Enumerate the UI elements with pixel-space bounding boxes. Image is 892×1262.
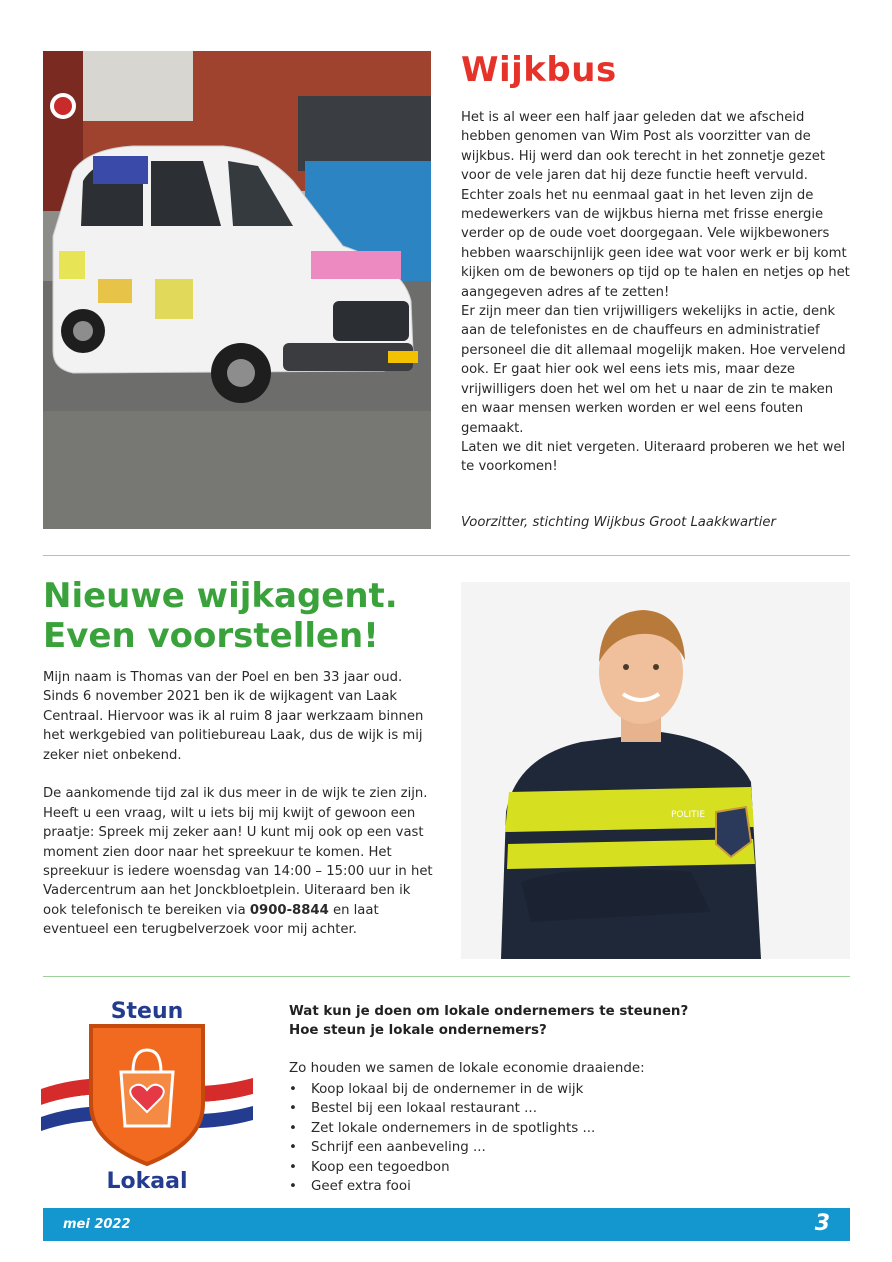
wijkagent-title xyxy=(43,576,398,656)
footer-bar xyxy=(43,1208,850,1241)
steun-intro: Zo houden we samen de lokale economie draaiende: xyxy=(289,1061,645,1076)
steun-lokaal-logo xyxy=(41,994,253,1194)
steun-questions xyxy=(289,1002,849,1041)
wijkbus-van-illustration xyxy=(43,51,431,529)
wijkbus-paragraph-3: Laten we dit niet vergeten. Uiteraard proberen we het wel te voorkomen! xyxy=(461,439,846,475)
wijkagent-photo xyxy=(461,582,850,959)
section-divider xyxy=(43,976,850,977)
wijkagent-paragraph-2-end: en laat eventueel een terugbelverzoek voor mij achter. xyxy=(43,902,379,938)
list-item: • Zet lokale ondernemers in de spotlights ... xyxy=(289,1119,595,1138)
wijkbus-title: Wijkbus xyxy=(461,50,617,90)
wijkagent-paragraph-1: Mijn naam is Thomas van der Poel en ben 33 jaar oud. Sinds 6 november 2021 ben ik de wijkagent van Laak Centraal. Hiervoor was ik al ruim 8 jaar werkzaam binnen het werkgebied van politiebureau Laak, dus de wijk is mij zeker niet onbekend. xyxy=(43,670,424,763)
footer-date: mei 2022 xyxy=(63,1217,131,1232)
steun-question-1: Wat kun je doen om lokale ondernemers te steunen? xyxy=(289,1004,689,1019)
page-number: 3 xyxy=(814,1211,830,1236)
wijkbus-paragraph-2: Er zijn meer dan tien vrijwilligers wekelijks in actie, denk aan de telefonistes en de chauffeurs en administratief personeel die dit allemaal mogelijk maken. Hoe vervelend ook. Er gaat hier ook wel eens iets mis, maar deze vrijwilligers doen het wel om het u naar de zin te maken en waar mensen werken worden er wel eens fouten gemaakt. xyxy=(461,304,846,436)
wijkagent-title-line-1: Nieuwe wijkagent. xyxy=(43,576,398,616)
logo-text-bottom: Lokaal xyxy=(106,1169,188,1194)
list-item: • Koop lokaal bij de ondernemer in de wijk xyxy=(289,1080,595,1099)
shield-bag-heart-icon xyxy=(41,994,253,1194)
list-item: • Koop een tegoedbon xyxy=(289,1158,595,1177)
wijkagent-article xyxy=(43,668,438,959)
wijkbus-signature: Voorzitter, stichting Wijkbus Groot Laakkwartier xyxy=(461,515,776,530)
wijkbus-paragraph-1: Het is al weer een half jaar geleden dat we afscheid hebben genomen van Wim Post als voorzitter van de wijkbus. Hij werd dan ook terecht in het zonnetje gezet voor de vele jaren dat hij deze functie heeft vervuld. Echter zoals het nu eenmaal gaat in het leven zijn de medewerkers van de wijkbus hierna met frisse energie verder op de oude voet doorgegaan. Vele wijkbewoners hebben waarschijnlijk geen idee wat voor werk er bij komt kijken om de bewoners op tijd op te halen en netjes op het aangegeven adres af te zetten! xyxy=(461,110,850,300)
wijkagent-paragraph-2 xyxy=(43,784,438,939)
list-item: • Bestel bij een lokaal restaurant ... xyxy=(289,1099,595,1118)
wijkbus-photo xyxy=(43,51,431,529)
politie-badge-text: POLITIE xyxy=(671,810,706,820)
wijkagent-paragraph-2-start: De aankomende tijd zal ik dus meer in de wijk te zien zijn. Heeft u een vraag, wilt u iets bij mij kwijt of gewoon een praatje: Spreek mij zeker aan! U kunt mij ook op een vast moment zien door naar het spreekuur te komen. Het spreekuur is iedere woensdag van 14:00 – 15:00 uur in het Vadercentrum aan het Jonckbloetplein. Uiteraard ben ik ook telefonisch te bereiken via xyxy=(43,786,433,918)
steun-tips-list xyxy=(289,1080,595,1196)
logo-text-top: Steun xyxy=(110,999,184,1024)
police-officer-illustration xyxy=(461,582,850,959)
steun-question-2: Hoe steun je lokale ondernemers? xyxy=(289,1023,547,1039)
wijkbus-article xyxy=(461,108,853,477)
wijkagent-title-line-2: Even voorstellen! xyxy=(43,616,379,656)
section-divider xyxy=(43,555,850,556)
phone-number: 0900-8844 xyxy=(249,902,329,918)
list-item: • Geef extra fooi xyxy=(289,1177,595,1196)
list-item: • Schrijf een aanbeveling ... xyxy=(289,1138,595,1157)
